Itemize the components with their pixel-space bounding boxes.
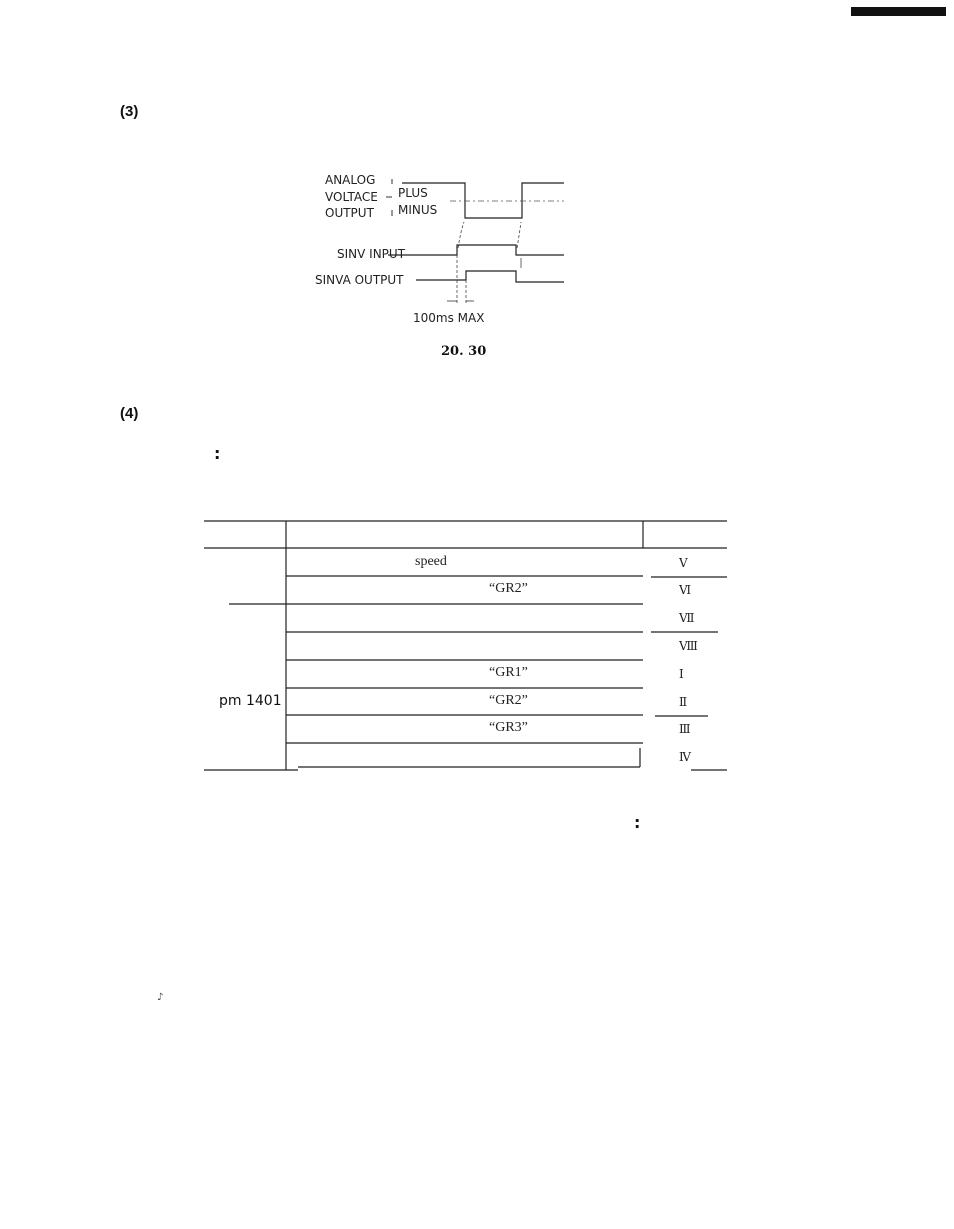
roman-marker: Ⅲ bbox=[679, 722, 691, 736]
plus-label: PLUS bbox=[398, 186, 428, 200]
colon-mark: : bbox=[214, 444, 221, 463]
roman-marker: Ⅷ bbox=[679, 639, 698, 653]
roman-marker: Ⅵ bbox=[679, 583, 692, 597]
table-row-text: “GR2” bbox=[489, 693, 528, 708]
timing-label: 100ms MAX bbox=[413, 311, 485, 325]
table-row-text: “GR2” bbox=[489, 581, 528, 596]
voltace-label: VOLTACE bbox=[325, 190, 378, 204]
section-3-number: (3) bbox=[120, 103, 139, 120]
sinv-input-label: SINV INPUT bbox=[337, 247, 406, 261]
table-left-label: pm 1401 bbox=[219, 693, 282, 709]
roman-marker: Ⅳ bbox=[679, 750, 691, 764]
sinva-output-label: SINVA OUTPUT bbox=[315, 273, 404, 287]
section-4-number: (4) bbox=[120, 405, 139, 422]
table-row-text: “GR3” bbox=[489, 720, 528, 735]
table-row-text: speed bbox=[415, 554, 447, 569]
roman-marker: Ⅱ bbox=[679, 695, 688, 709]
figure-caption: 20. 30 bbox=[441, 344, 487, 359]
roman-marker: Ⅴ bbox=[679, 556, 688, 570]
minus-label: MINUS bbox=[398, 203, 438, 217]
roman-marker: Ⅰ bbox=[679, 667, 684, 681]
colon-mark: : bbox=[634, 813, 641, 832]
stray-mark: ♪ bbox=[157, 992, 164, 1003]
roman-marker: Ⅶ bbox=[679, 611, 695, 625]
analog-label: ANALOG bbox=[325, 173, 376, 187]
output-label: OUTPUT bbox=[325, 206, 374, 220]
table-row-text: “GR1” bbox=[489, 665, 528, 680]
